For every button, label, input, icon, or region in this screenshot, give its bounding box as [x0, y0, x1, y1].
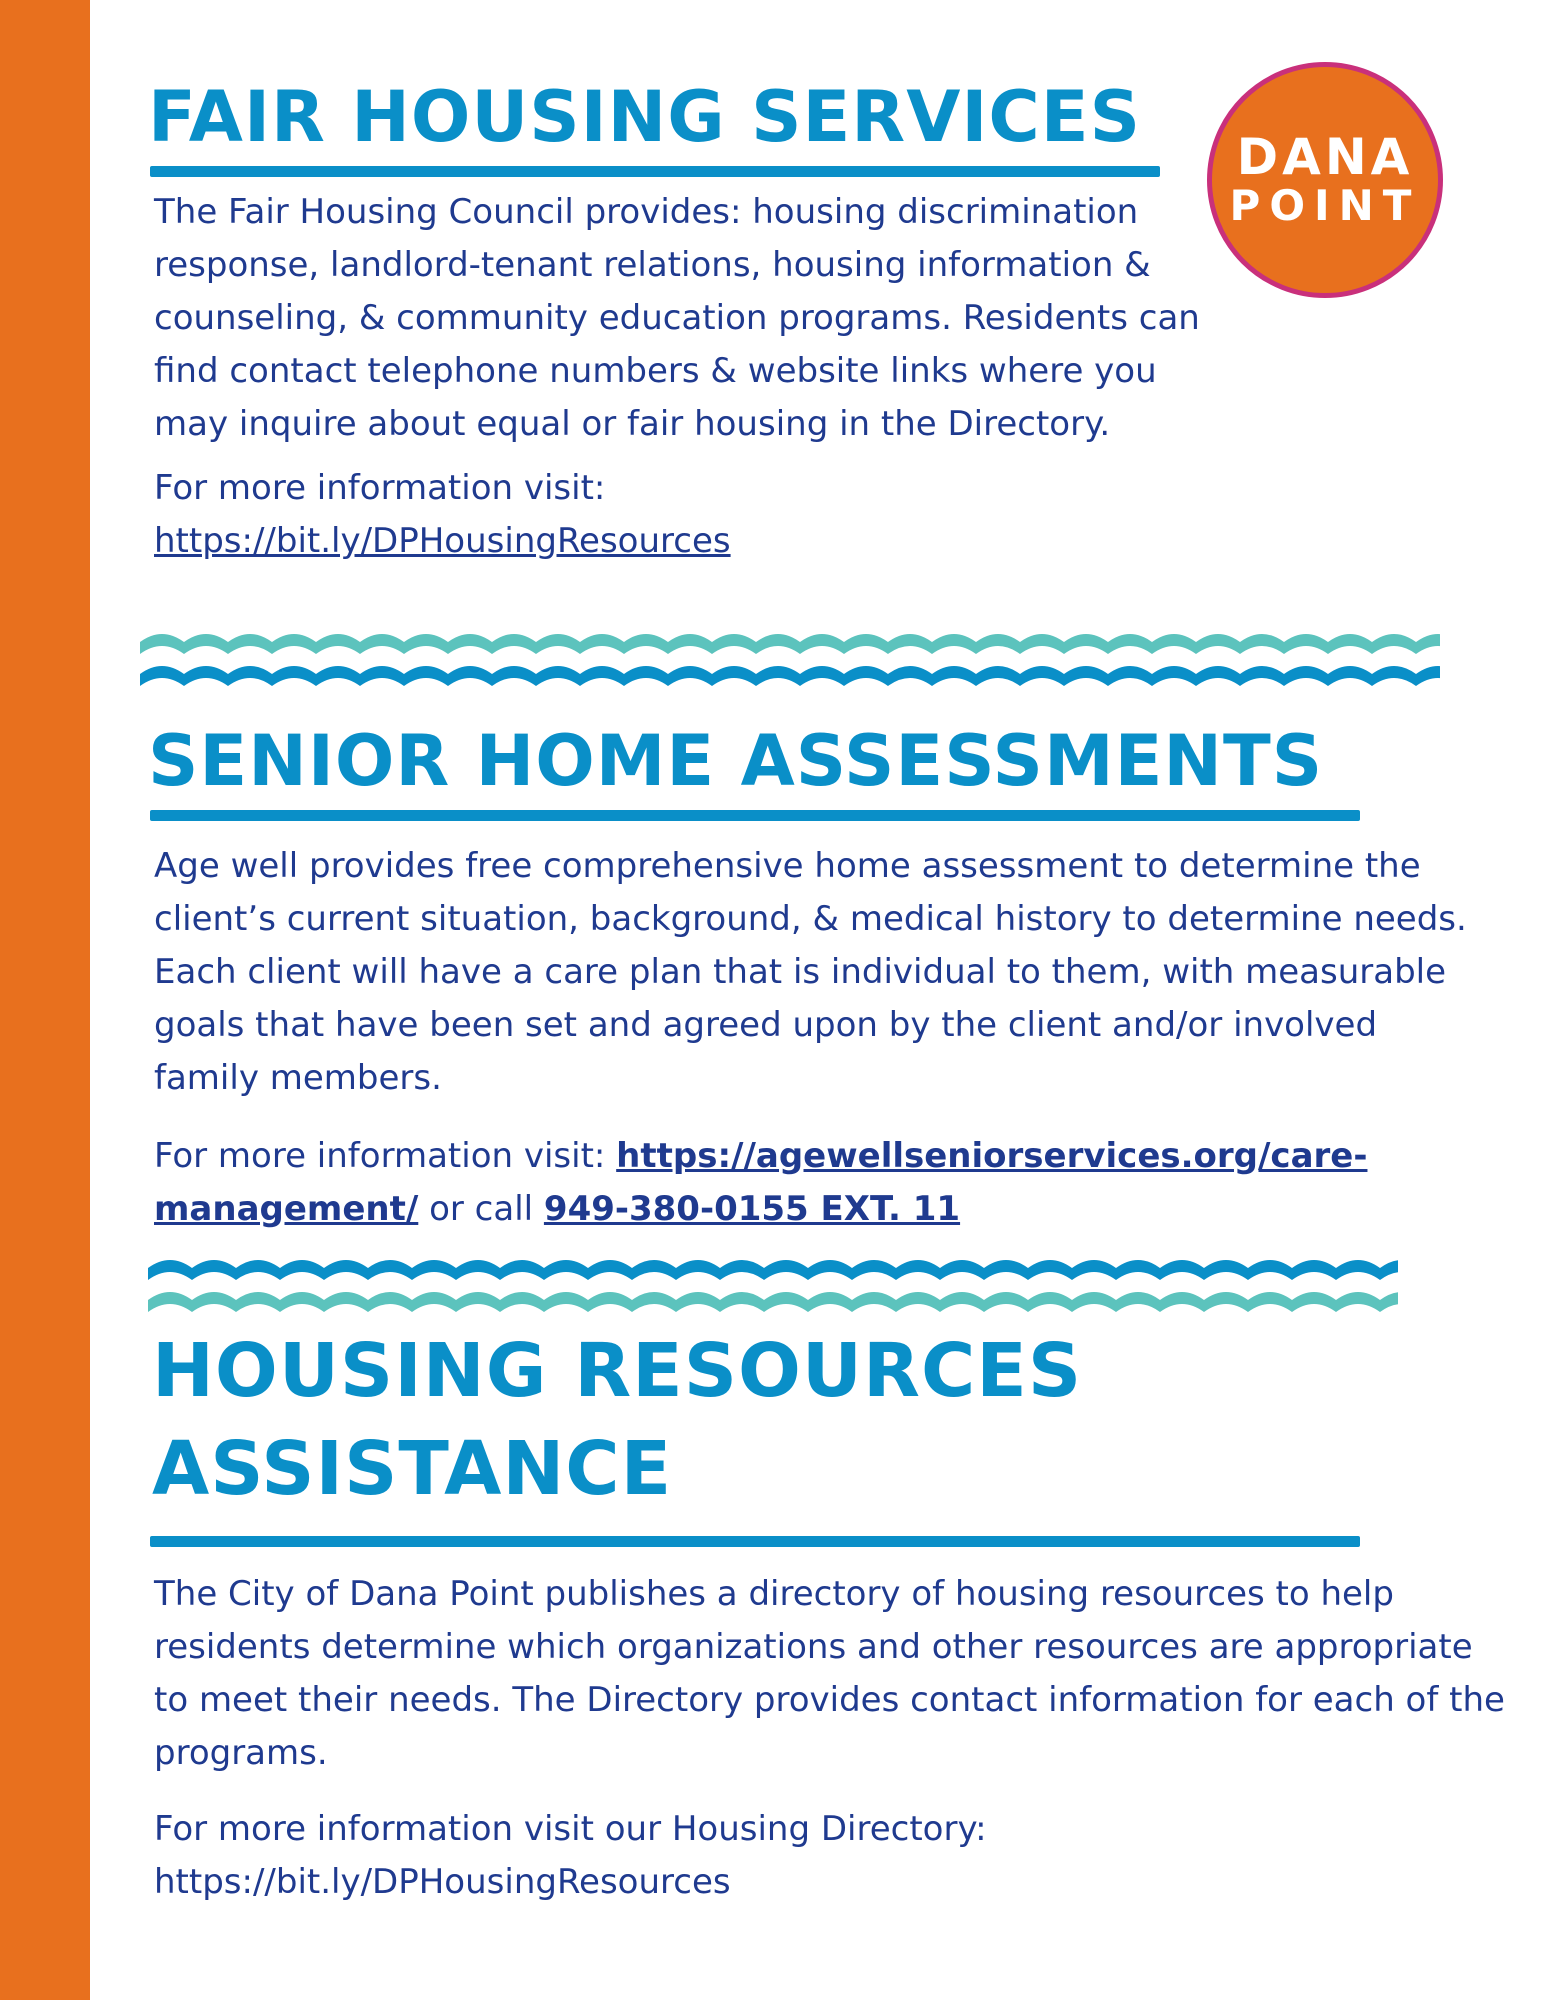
housing-resources-rule — [150, 1536, 1360, 1547]
logo-line-1: DANA — [1236, 128, 1414, 186]
fair-housing-rule — [150, 166, 1160, 177]
phone-link[interactable]: 949-380-0155 EXT. 11 — [543, 1189, 961, 1229]
fair-housing-link[interactable]: https://bit.ly/DPHousingResources — [154, 521, 731, 561]
orange-side-bar — [0, 0, 90, 2000]
dana-point-logo — [1207, 62, 1443, 298]
wave-blue — [140, 666, 1440, 686]
senior-assessments-rule — [150, 810, 1360, 821]
housing-resources-more — [154, 1803, 1354, 1909]
waves-divider-bottom — [148, 1248, 1398, 1328]
wave-teal — [140, 634, 1440, 654]
wave-teal — [148, 1292, 1398, 1312]
housing-resources-link[interactable]: https://bit.ly/DPHousingResources — [154, 1862, 731, 1902]
wave-blue — [148, 1260, 1398, 1280]
senior-assessments-more — [154, 1130, 1414, 1236]
senior-assessments-more-label: For more information visit: — [154, 1136, 617, 1176]
fair-housing-body: The Fair Housing Council provides: housing discrimination response, landlord-tenant relations, housing information & counseling, & community education programs. Residents can find contact telephone numbers & website links where you may inquire about equal or fair housing in the Directory. — [154, 192, 1200, 444]
housing-resources-more-label: For more information visit our Housing Directory: — [154, 1809, 987, 1849]
housing-resources-heading — [152, 1322, 1082, 1518]
senior-assessments-heading: SENIOR HOME ASSESSMENTS — [148, 720, 1324, 802]
senior-assessments-body: Age well provides free comprehensive home assessment to determine the client’s current situation, background, & medical history to determine needs. Each client will have a care plan that is individual to them, with measurable goals that have been set and agreed upon by the client and/or involved family members. — [154, 846, 1467, 1098]
fair-housing-heading: FAIR HOUSING SERVICES — [148, 76, 1142, 158]
fair-housing-more-label: For more information visit: — [154, 468, 606, 508]
housing-resources-body: The City of Dana Point publishes a directory of housing resources to help residents determine which organizations and other resources are appropriate to meet their needs. The Directory provides contact information for each of the programs. — [154, 1574, 1505, 1773]
logo-line-2: POINT — [1229, 181, 1421, 230]
fair-housing-more — [154, 462, 1234, 568]
agewell-link[interactable]: https://agewellseniorservices.org/care-management/ — [154, 1136, 1368, 1229]
waves-divider-top — [140, 622, 1440, 702]
housing-resources-heading-line-1: HOUSING RESOURCES — [152, 1328, 1083, 1414]
call-label: or call — [418, 1189, 544, 1229]
housing-resources-heading-line-2: ASSISTANCE — [152, 1426, 673, 1512]
